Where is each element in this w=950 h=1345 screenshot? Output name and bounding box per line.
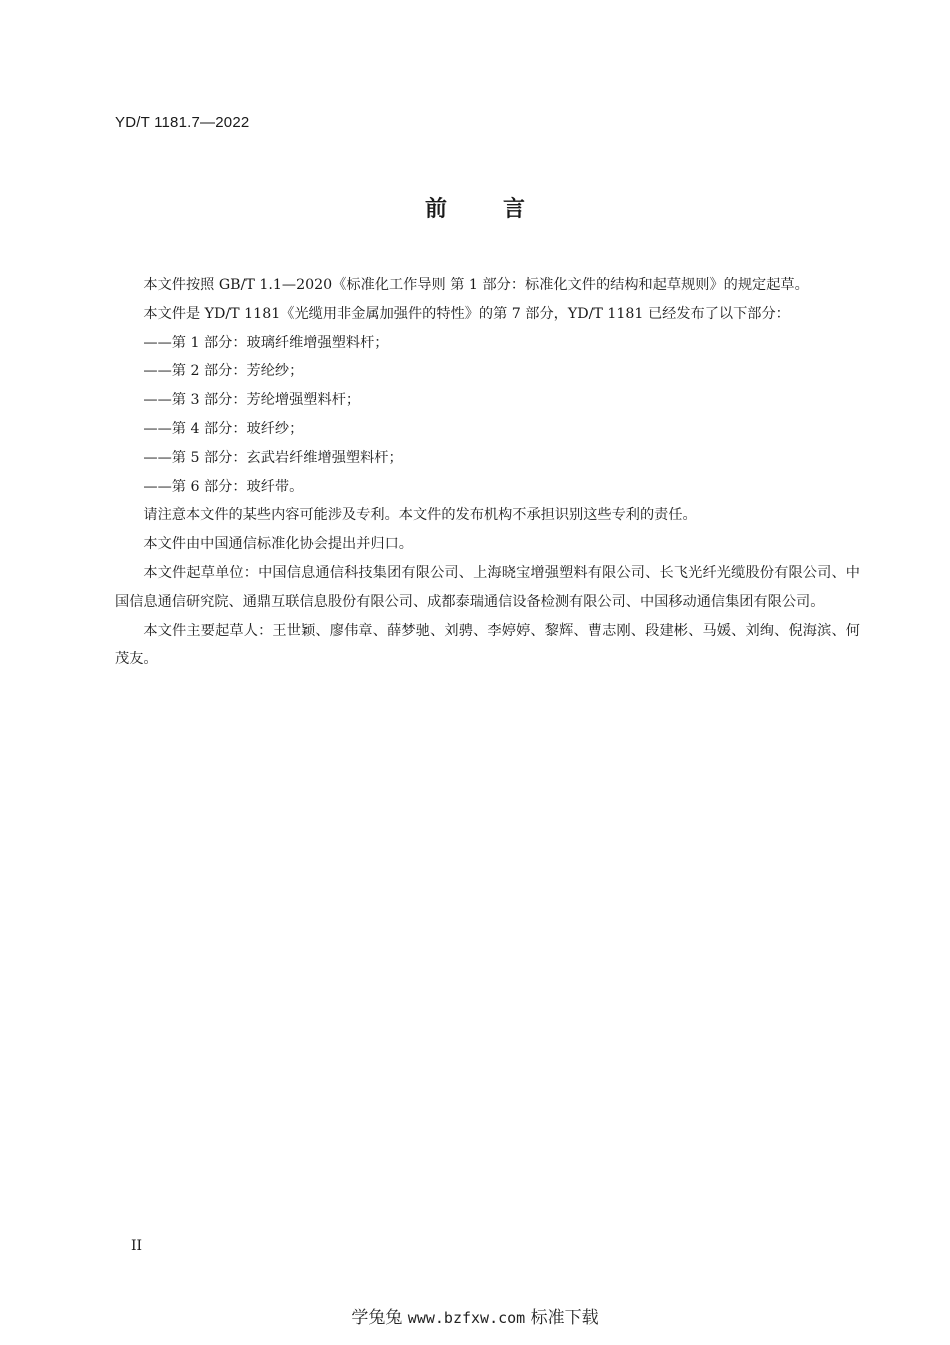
list-item: ——第 1 部分：玻璃纤维增强塑料杆； bbox=[143, 334, 389, 351]
watermark bbox=[0, 1303, 950, 1328]
paragraph-drafters: 本文件主要起草人：王世颖、廖伟章、薛梦驰、刘骋、李婷婷、黎辉、曹志刚、段建彬、马媛、刘绚、倪海滨、何茂友。 bbox=[115, 622, 860, 668]
document-code: YD/T 1181.7—2022 bbox=[115, 114, 250, 131]
paragraph-patent-notice: 请注意本文件的某些内容可能涉及专利。本文件的发布机构不承担识别这些专利的责任。 bbox=[143, 507, 697, 524]
watermark-url: www.bzfxw.com bbox=[407, 1309, 526, 1327]
title-char-1: 前 bbox=[424, 197, 447, 222]
page-title bbox=[0, 192, 950, 223]
paragraph-drafting-units: 本文件起草单位：中国信息通信科技集团有限公司、上海晓宝增强塑料有限公司、长飞光纤光缆股份有限公司、中国信息通信研究院、通鼎互联信息股份有限公司、成都泰瑞通信设备检测有限公司、中国移动通信集团有限公司。 bbox=[115, 564, 860, 610]
list-item: ——第 2 部分：芳纶纱； bbox=[143, 363, 304, 380]
paragraph-series-intro: 本文件是 YD/T 1181《光缆用非金属加强件的特性》的第 7 部分，YD/T 1181 已经发布了以下部分： bbox=[143, 305, 790, 322]
list-item: ——第 6 部分：玻纤带。 bbox=[143, 478, 304, 495]
foreword-body bbox=[115, 271, 860, 674]
list-item: ——第 3 部分：芳纶增强塑料杆； bbox=[143, 392, 361, 409]
paragraph-drafting-rule: 本文件按照 GB/T 1.1—2020《标准化工作导则 第 1 部分：标准化文件的结构和起草规则》的规定起草。 bbox=[143, 277, 809, 293]
paragraph-proposer: 本文件由中国通信标准化协会提出并归口。 bbox=[143, 536, 413, 553]
page-number: II bbox=[131, 1238, 143, 1254]
watermark-site-name: 学兔兔 bbox=[351, 1308, 403, 1328]
list-item: ——第 5 部分：玄武岩纤维增强塑料杆； bbox=[143, 449, 403, 466]
title-char-2: 言 bbox=[503, 197, 526, 222]
watermark-tagline: 标准下载 bbox=[530, 1308, 599, 1328]
list-item: ——第 4 部分：玻纤纱； bbox=[143, 420, 304, 437]
